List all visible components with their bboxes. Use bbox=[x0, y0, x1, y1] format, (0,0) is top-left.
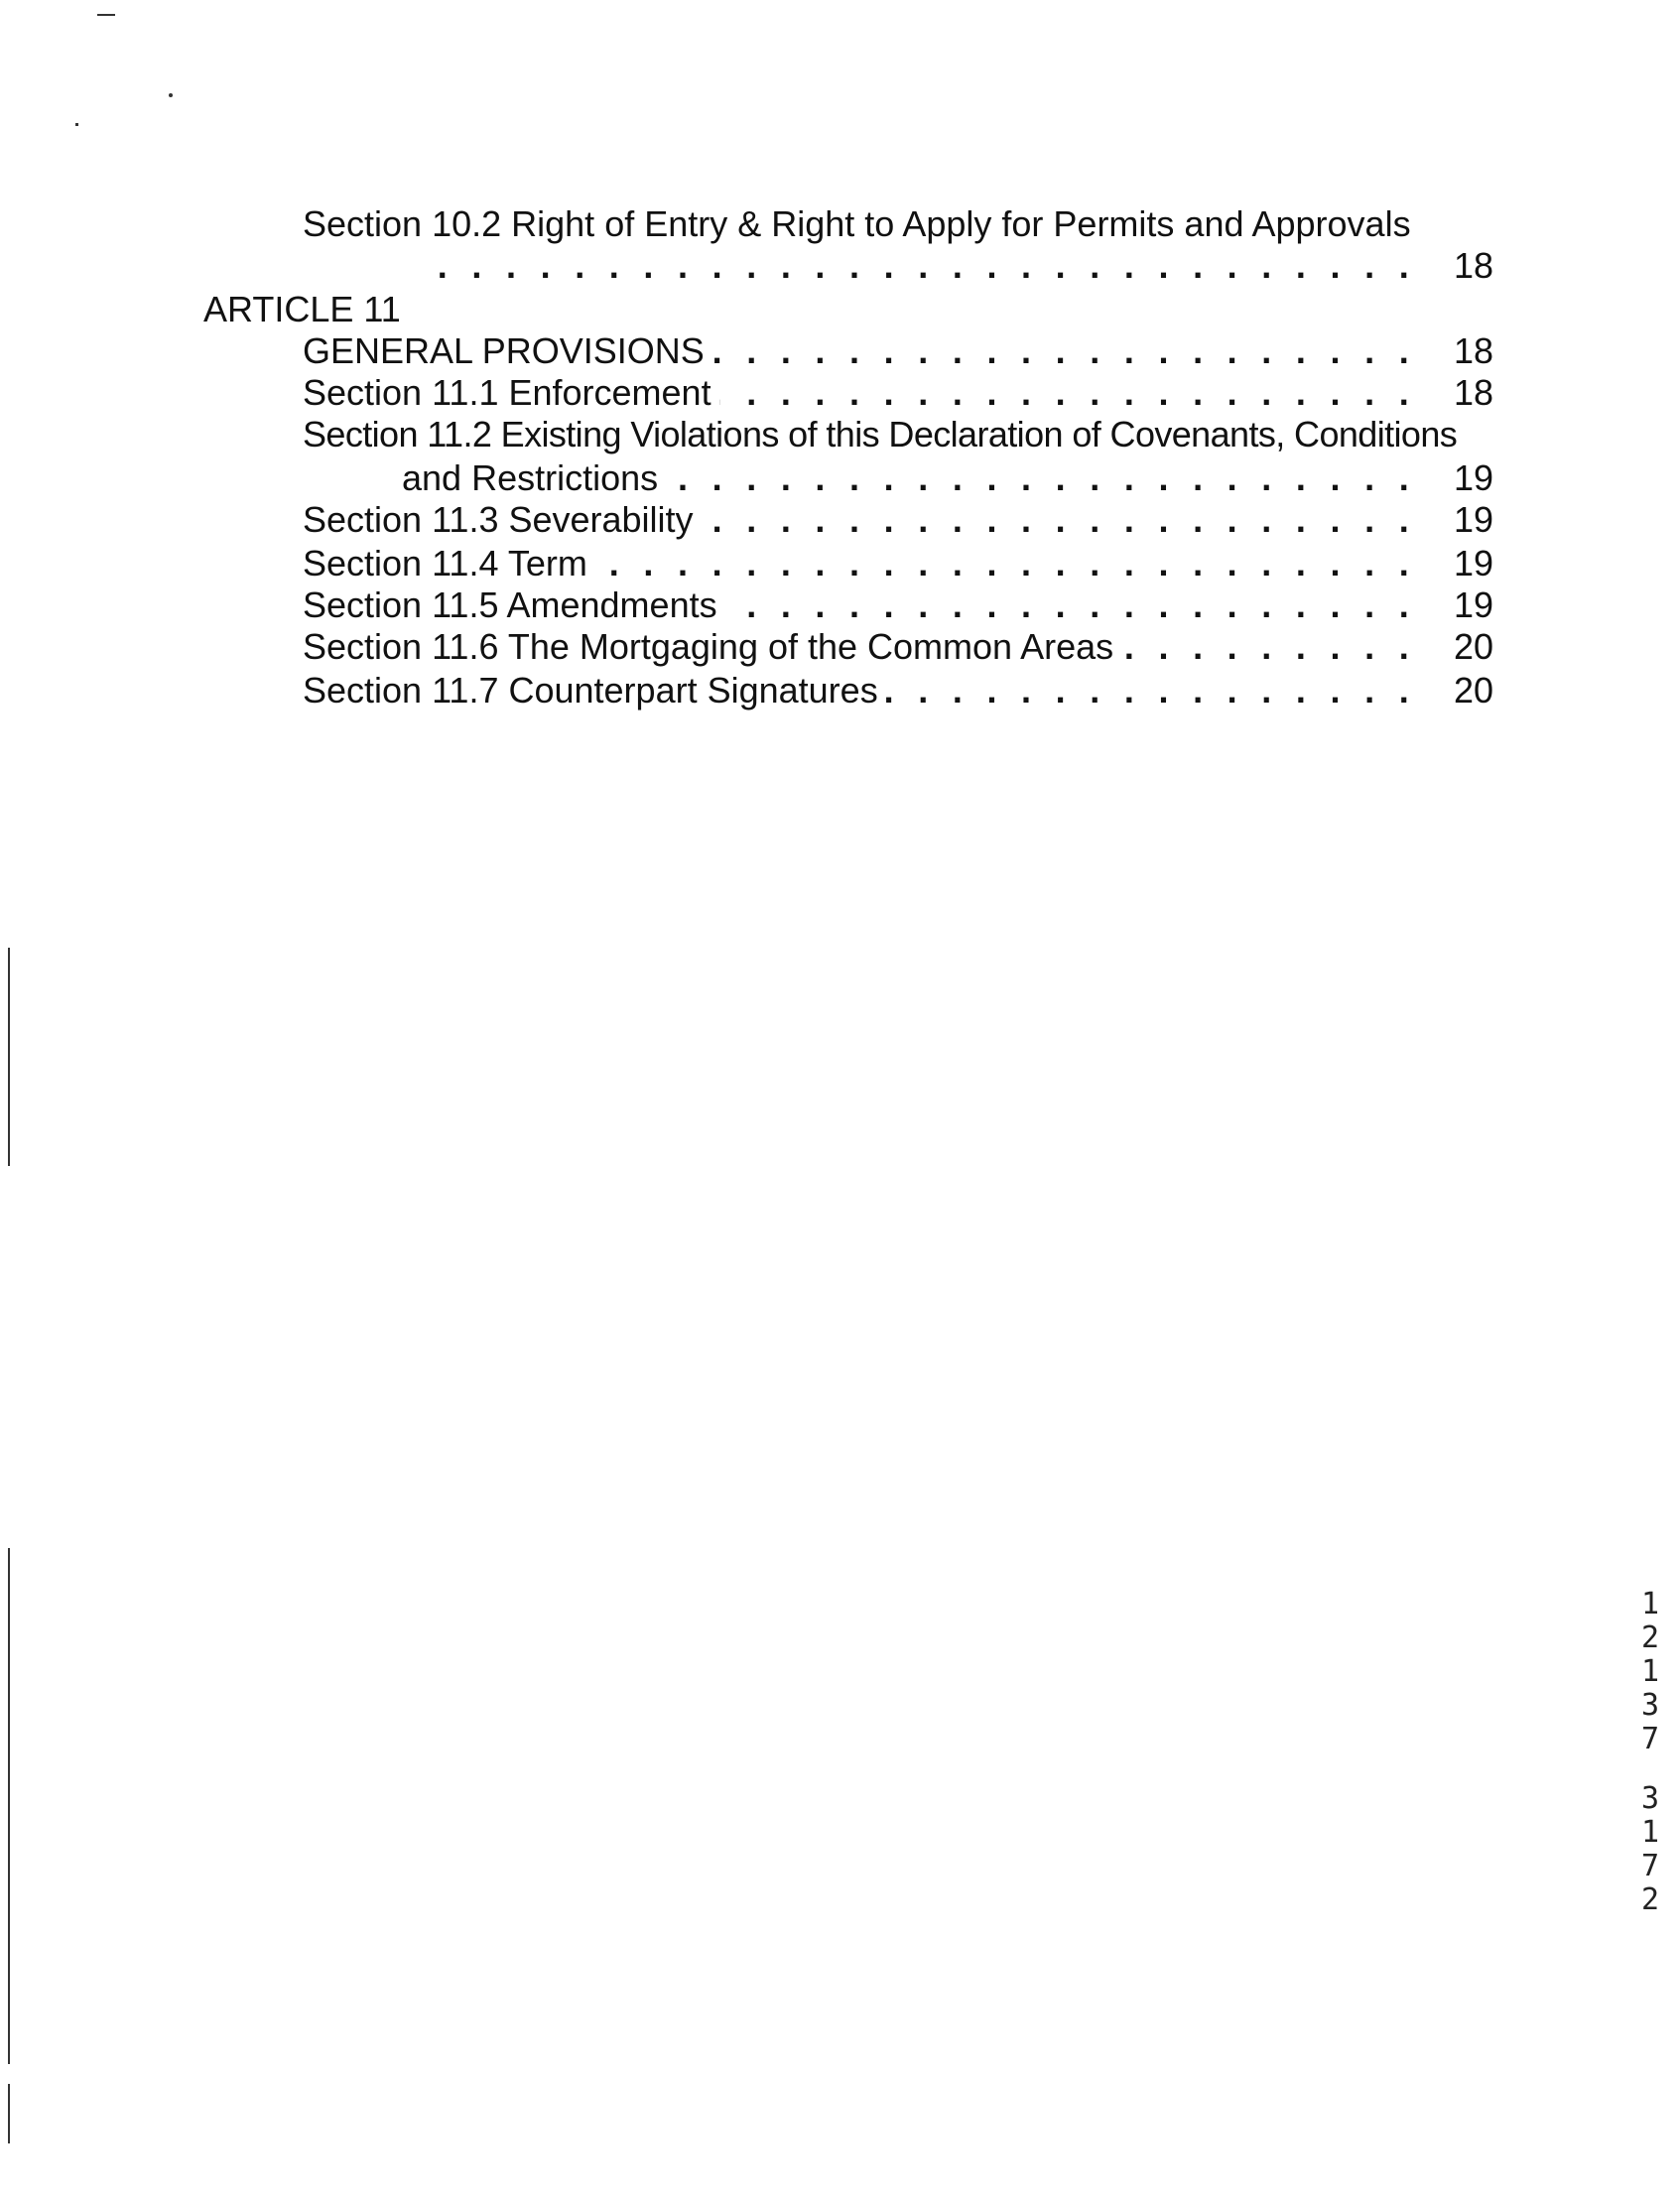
scan-edge-line bbox=[8, 2084, 10, 2143]
recording-stamp-digit: 3 bbox=[1640, 1688, 1660, 1723]
recording-stamp-digit: 2 bbox=[1640, 1882, 1660, 1917]
page-number: 19 bbox=[1453, 457, 1493, 498]
toc-entry-10-2-leader bbox=[303, 244, 1493, 288]
page-number: 18 bbox=[1453, 330, 1493, 371]
toc-entry-11-7 bbox=[303, 669, 1493, 712]
toc-entry-11-2-title: Section 11.2 Existing Violations of this Declaration of Covenants, Conditions bbox=[303, 414, 1458, 454]
entry-title: GENERAL PROVISIONS bbox=[303, 329, 712, 373]
page-number: 19 bbox=[1453, 584, 1493, 625]
page-number: 18 bbox=[1453, 372, 1493, 413]
page-number: 20 bbox=[1453, 670, 1493, 711]
page-number: 18 bbox=[1453, 245, 1493, 286]
page-number: 20 bbox=[1453, 626, 1493, 667]
recording-stamp-digit: 2 bbox=[1640, 1620, 1660, 1655]
entry-title: Section 11.6 The Mortgaging of the Common Areas bbox=[303, 625, 1121, 669]
entry-title: Section 11.5 Amendments bbox=[303, 583, 725, 627]
toc-entry-11-4 bbox=[303, 542, 1493, 585]
entry-title: and Restrictions bbox=[402, 456, 666, 500]
recording-stamp-digit: 1 bbox=[1640, 1587, 1660, 1621]
page-number: 19 bbox=[1453, 499, 1493, 540]
toc-entry-11-6 bbox=[303, 625, 1493, 669]
toc-entry-general-provisions bbox=[303, 329, 1493, 373]
recording-stamp-digit: 7 bbox=[1640, 1849, 1660, 1883]
recording-stamp-digit: 3 bbox=[1640, 1781, 1660, 1816]
entry-title: Section 11.7 Counterpart Signatures bbox=[303, 669, 886, 712]
recording-stamp-digit: 1 bbox=[1640, 1815, 1660, 1850]
toc-entry-11-1 bbox=[303, 371, 1493, 415]
entry-title: Section 11.1 Enforcement bbox=[303, 371, 719, 415]
toc-entry-11-2 bbox=[402, 456, 1493, 500]
recording-stamp-digit: 7 bbox=[1640, 1722, 1660, 1756]
scan-mark bbox=[97, 14, 115, 16]
scan-edge-line bbox=[8, 1548, 10, 2064]
entry-title: Section 11.3 Severability bbox=[303, 498, 702, 542]
scan-mark bbox=[75, 123, 78, 126]
scan-edge-line bbox=[8, 948, 10, 1166]
recording-stamp-digit: 1 bbox=[1640, 1654, 1660, 1689]
entry-title: Section 11.4 Term bbox=[303, 542, 595, 585]
page-number: 19 bbox=[1453, 543, 1493, 583]
scan-mark bbox=[169, 93, 173, 97]
toc-entry-10-2-title: Section 10.2 Right of Entry & Right to Apply for Permits and Approvals bbox=[303, 203, 1411, 244]
dot-leader bbox=[420, 244, 1416, 288]
toc-entry-11-3 bbox=[303, 498, 1493, 542]
article-heading: ARTICLE 11 bbox=[203, 289, 401, 329]
toc-entry-11-5 bbox=[303, 583, 1493, 627]
